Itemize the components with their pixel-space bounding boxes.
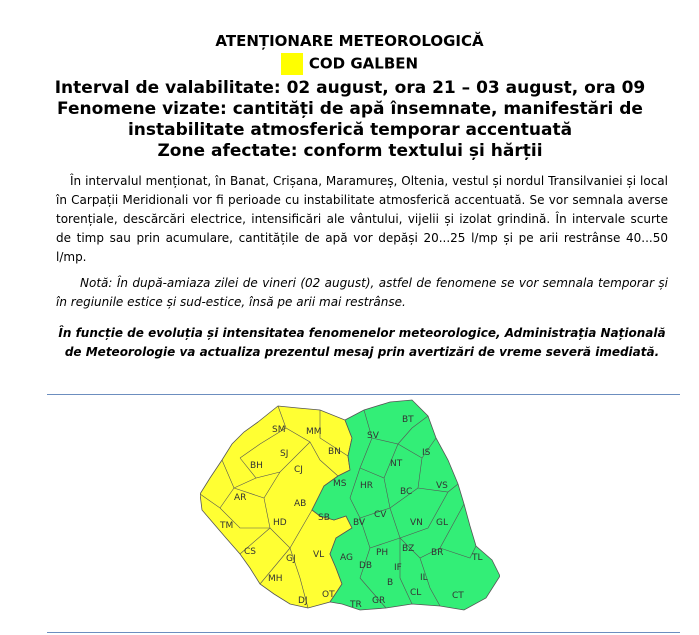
county-label-TM: TM <box>220 521 234 531</box>
county-label-HD: HD <box>273 518 287 528</box>
county-label-MM: MM <box>306 427 322 437</box>
county-label-IF: IF <box>394 563 402 573</box>
county-label-MS: MS <box>333 479 347 489</box>
county-label-SV: SV <box>367 431 379 441</box>
county-label-BN: BN <box>328 447 341 457</box>
warning-code: COD GALBEN <box>308 54 419 73</box>
county-label-AR: AR <box>234 493 247 503</box>
county-label-VS: VS <box>436 481 448 491</box>
county-label-CT: CT <box>452 591 464 601</box>
county-label-HR: HR <box>360 481 374 491</box>
county-label-VN: VN <box>410 518 423 528</box>
note-paragraph: Notă: În după-amiaza zilei de vineri (02 august), astfel de fenomene se vor semnala temporar și în regiunile estice și sud-estice, însă pe arii mai restrânse. <box>56 276 668 309</box>
county-label-DJ: DJ <box>298 596 308 606</box>
county-label-SJ: SJ <box>280 449 289 459</box>
county-label-BZ: BZ <box>402 544 415 554</box>
county-label-CL: CL <box>410 588 422 598</box>
county-label-BR: BR <box>431 548 444 558</box>
county-label-GL: GL <box>436 518 448 528</box>
county-label-CJ: CJ <box>294 465 303 475</box>
county-label-AG: AG <box>340 553 353 563</box>
phenomena: Fenomene vizate: cantități de apă însemnate, manifestări de instabilitate atmosferică temporar accentuată <box>57 99 643 140</box>
closing-paragraph: În funcție de evoluția și intensitatea fenomenelor meteorologice, Administrația Națională de Meteorologie va actualiza prezentul mesaj prin avertizări de vreme severă imediată. <box>58 326 666 359</box>
county-label-VL: VL <box>313 550 325 560</box>
county-label-IS: IS <box>422 448 431 458</box>
warning-summary <box>40 78 660 162</box>
county-label-AB: AB <box>294 499 307 509</box>
county-label-B: B <box>387 578 394 588</box>
affected-zones: Zone afectate: conform textului și hărții <box>157 141 543 161</box>
validity-interval: Interval de valabilitate: 02 august, ora 21 – 03 august, ora 09 <box>54 78 646 98</box>
county-label-BC: BC <box>400 487 413 497</box>
warning-code-row <box>0 53 699 75</box>
county-label-GR: GR <box>372 596 386 606</box>
county-label-BV: BV <box>353 518 366 528</box>
county-label-CS: CS <box>244 547 256 557</box>
county-label-PH: PH <box>376 548 389 558</box>
county-label-SM: SM <box>272 425 286 435</box>
county-label-IL: IL <box>420 573 428 583</box>
county-label-CV: CV <box>374 510 387 520</box>
county-label-TR: TR <box>350 600 362 610</box>
county-label-MH: MH <box>268 574 283 584</box>
county-label-SB: SB <box>318 513 330 523</box>
county-label-OT: OT <box>322 590 335 600</box>
county-label-NT: NT <box>390 459 403 469</box>
county-label-GJ: GJ <box>286 554 296 564</box>
county-label-DB: DB <box>359 561 373 571</box>
warning-title: ATENȚIONARE METEOROLOGICĂ <box>215 32 484 50</box>
bottom-divider <box>47 632 680 633</box>
romania-warning-map <box>200 398 500 613</box>
main-paragraph: În intervalul menționat, în Banat, Crișana, Maramureș, Oltenia, vestul și nordul Transilvaniei și local în Carpații Meridionali vor fi perioade cu instabilitate atmosferică accentuată. Se vor semnala averse torențiale, descărcări electrice, intensificări ale vântului, vijelii și izolat grindină. În intervale scurte de timp sau prin acumulare, cantitățile de apă vor depăși 20...25 l/mp și pe arii restrânse 40...50 l/mp. <box>56 174 668 264</box>
county-label-TL: TL <box>472 553 483 563</box>
top-divider <box>47 394 680 395</box>
county-label-BH: BH <box>250 461 263 471</box>
county-label-BT: BT <box>402 415 414 425</box>
yellow-code-swatch <box>281 53 303 75</box>
